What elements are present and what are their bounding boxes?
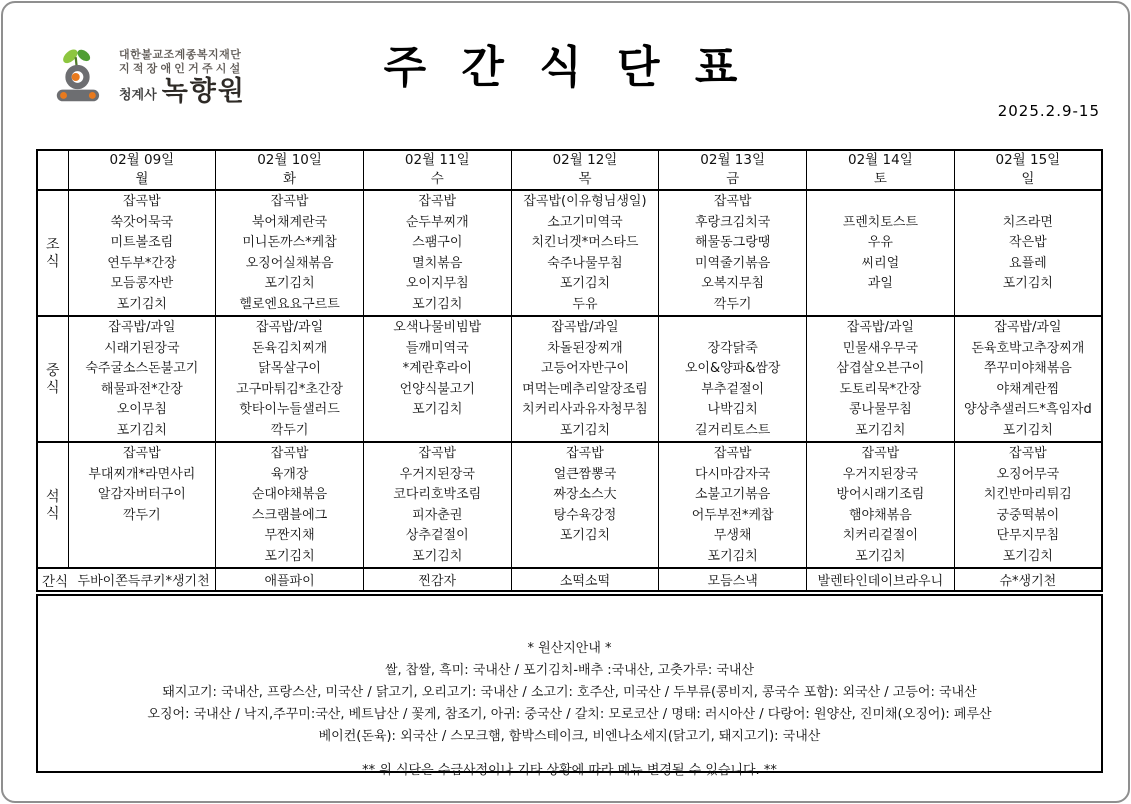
- origin-line: 돼지고기: 국내산, 프랑스산, 미국산 / 닭고기, 오리고기: 국내산 / 소고기: 호주산, 미국산 / 두부류(콩비지, 콩국수 포함): 외국산 / 고등어: 국내산: [162, 685, 977, 700]
- meal-label: [37, 442, 68, 568]
- menu-item: 씨리얼: [861, 255, 900, 271]
- menu-item: 우거지된장국: [399, 466, 475, 482]
- menu-item: [659, 318, 806, 339]
- menu-item: 멸치볶음: [412, 255, 463, 271]
- meal-label: [37, 316, 68, 442]
- day-of-week: 토: [873, 171, 887, 187]
- menu-item: 오복지무침: [701, 276, 765, 291]
- menu-item: [512, 547, 659, 568]
- menu-item: 단무지무침: [996, 528, 1060, 543]
- origin-info-box: [36, 594, 1103, 778]
- page-title: 주 간 식 단 표: [383, 42, 748, 93]
- meal-label: [37, 190, 68, 316]
- day-header: [511, 150, 659, 190]
- menu-item: 무짠지채: [264, 528, 315, 543]
- snack-first-wrap: [38, 570, 215, 590]
- meal-cell: [216, 316, 364, 442]
- menu-item: [69, 526, 216, 547]
- menu-item: [69, 547, 216, 568]
- menu-item: 깍두기: [713, 296, 752, 312]
- menu-item: 잡곡밥(이유형님생일): [523, 194, 647, 209]
- menu-item: 잡곡밥: [861, 446, 900, 461]
- day-of-week: 수: [430, 171, 444, 187]
- menu-item: 스팸구이: [412, 235, 463, 250]
- day-of-week: 일: [1021, 171, 1035, 187]
- menu-item: 도토리묵*간장: [839, 381, 922, 397]
- menu-item: 양상추샐러드*흑임자d: [963, 402, 1092, 417]
- menu-item: [364, 421, 511, 442]
- menu-item: [955, 192, 1101, 213]
- menu-item: 쑥갓어묵국: [110, 214, 174, 230]
- day-date: 02월 13일: [700, 152, 766, 168]
- day-date: 02월 14일: [848, 152, 913, 168]
- menu-item: 미트볼조림: [110, 235, 174, 250]
- menu-item: 차돌된장찌개: [547, 340, 623, 356]
- menu-item: 잡곡밥: [1009, 446, 1047, 461]
- meal-cell: [807, 190, 955, 316]
- logo-org-line2: 지적장애인거주시설: [119, 62, 244, 75]
- menu-item: 잡곡밥/과일: [255, 320, 324, 335]
- menu-item: 치킨너겟*머스타드: [531, 235, 639, 250]
- menu-item: 숙주굴소스돈불고기: [85, 361, 199, 376]
- day-header: [68, 150, 216, 190]
- menu-item: 해물파전*간장: [100, 381, 183, 397]
- day-of-week: 화: [283, 171, 297, 187]
- menu-item: 스크램블에그: [251, 507, 328, 523]
- menu-item: 깍두기: [123, 507, 161, 523]
- day-date: 02월 09일: [109, 152, 175, 168]
- menu-item: 두유: [572, 296, 598, 312]
- menu-item: 무생채: [713, 528, 752, 543]
- menu-item: 야채계란찜: [996, 381, 1060, 397]
- day-header: [659, 150, 807, 190]
- meal-cell: [954, 442, 1102, 568]
- menu-item: 포기김치: [412, 548, 463, 564]
- menu-item: 포기김치: [855, 548, 906, 564]
- menu-item: 오이무침: [116, 402, 167, 417]
- menu-item: 북어채계란국: [251, 214, 328, 230]
- meal-row: [37, 316, 1102, 442]
- menu-item: 언양식불고기: [399, 381, 475, 397]
- meal-cell: [363, 442, 511, 568]
- menu-item: 잡곡밥/과일: [551, 320, 619, 335]
- meal-cell: [511, 190, 659, 316]
- table-header-row: [37, 150, 1102, 190]
- menu-item: 연두부*간장: [107, 255, 177, 271]
- menu-item: 나박김치: [707, 402, 758, 417]
- logo-temple-name: 청계사: [119, 88, 157, 103]
- menu-item: 잡곡밥: [123, 194, 161, 209]
- menu-item: 깍두기: [270, 422, 309, 438]
- menu-item: 순대야채볶음: [251, 487, 328, 502]
- meal-label-char: 중: [45, 362, 60, 379]
- meal-cell: [807, 442, 955, 568]
- menu-change-notice: ** 위 식단은 수급사정이나 기타 상황에 따라 메뉴 변경될 수 있습니다. **: [362, 763, 777, 778]
- menu-item: 미역줄기볶음: [694, 255, 771, 271]
- menu-item: 잡곡밥: [713, 194, 752, 209]
- meal-label-char: 조: [45, 236, 60, 253]
- menu-item: 포기김치: [559, 276, 611, 291]
- meal-label-char: 식: [45, 505, 60, 522]
- menu-item: [807, 295, 954, 316]
- menu-item: 우거지된장국: [842, 466, 919, 482]
- menu-item: 찐감자: [363, 568, 511, 591]
- meal-label-char: 석: [45, 488, 60, 505]
- date-range: 2025.2.9-15: [997, 102, 1100, 120]
- menu-item: 치즈라면: [1002, 214, 1053, 230]
- menu-item: 상추겉절이: [405, 528, 469, 543]
- menu-item: 잡곡밥/과일: [994, 320, 1062, 335]
- origin-lines: [38, 660, 1101, 748]
- menu-item: *계란후라이: [402, 361, 472, 376]
- menu-item: 우유: [867, 235, 893, 250]
- menu-item: 포기김치: [1002, 276, 1053, 291]
- menu-item: 잡곡밥: [270, 194, 309, 209]
- menu-item: 소고기미역국: [547, 214, 623, 230]
- menu-item: 고구마튀김*초간장: [236, 381, 344, 397]
- meal-cell: [363, 316, 511, 442]
- meal-cell: [511, 442, 659, 568]
- snack-label: 간식: [41, 573, 69, 590]
- menu-item: 포기김치: [1002, 548, 1053, 564]
- menu-item: 잡곡밥: [713, 446, 752, 461]
- menu-item: 잡곡밥: [418, 446, 457, 461]
- menu-item: 장각닭죽: [707, 340, 758, 356]
- day-of-week: 월: [135, 171, 149, 187]
- menu-item: 모듬스낵: [659, 568, 807, 591]
- meal-cell: [216, 190, 364, 316]
- menu-item: 궁중떡볶이: [996, 507, 1060, 523]
- menu-item: 포기김치: [264, 276, 315, 291]
- day-header: [954, 150, 1102, 190]
- day-of-week: 금: [726, 171, 740, 187]
- day-date: 02월 10일: [257, 152, 322, 168]
- menu-item: 코다리호박조림: [393, 487, 482, 502]
- meal-cell: [68, 316, 216, 442]
- meal-row: [37, 190, 1102, 316]
- menu-item: 오징어실채볶음: [245, 255, 334, 271]
- day-of-week: 목: [578, 171, 592, 187]
- day-header: [807, 150, 955, 190]
- day-date: 02월 11일: [404, 152, 470, 168]
- menu-item: 작은밥: [1009, 235, 1047, 250]
- meal-cell: [68, 442, 216, 568]
- menu-item: 포기김치: [412, 296, 463, 312]
- menu-item: 소불고기볶음: [694, 487, 771, 502]
- menu-item: 요플레: [1009, 255, 1047, 271]
- menu-table-body: [37, 190, 1102, 591]
- origin-line: 쌀, 찹쌀, 흑미: 국내산 / 포기김치-배추 :국내산, 고춧가루: 국내산: [384, 663, 755, 678]
- meal-cell: [363, 190, 511, 316]
- menu-item: 민물새우무국: [842, 340, 919, 356]
- menu-item: 돈육김치찌개: [251, 340, 328, 356]
- menu-item: 육개장: [270, 466, 309, 482]
- menu-item: 방어시래기조림: [836, 487, 925, 502]
- menu-item: 모듬콩자반: [110, 276, 174, 291]
- menu-item: 포기김치: [412, 402, 463, 417]
- menu-item: 콩나물무침: [848, 402, 912, 417]
- menu-item: [807, 192, 954, 213]
- weekly-menu-table: [36, 149, 1103, 592]
- meal-cell: [511, 316, 659, 442]
- menu-item: 슈*생기천: [954, 568, 1102, 591]
- day-header: [363, 150, 511, 190]
- menu-item: 소떡소떡: [511, 568, 659, 591]
- menu-item: 오이지무침: [405, 276, 469, 291]
- menu-item: 발렌타인데이브라우니: [807, 568, 955, 591]
- meal-cell: [954, 190, 1102, 316]
- menu-item: 치킨반마리튀김: [983, 487, 1072, 502]
- logo-facility-name: 녹향원: [161, 76, 246, 107]
- menu-item: 햄야채볶음: [848, 507, 912, 523]
- menu-item: 다시마감자국: [694, 466, 771, 482]
- meal-cell: [659, 316, 807, 442]
- menu-item: 잡곡밥/과일: [108, 320, 176, 335]
- menu-item: 포기김치: [855, 422, 906, 438]
- menu-item: 짜장소스大: [553, 487, 617, 502]
- menu-item: 포기김치: [1002, 422, 1053, 438]
- menu-table-head: [37, 150, 1102, 190]
- menu-item: 들깨미역국: [405, 340, 469, 356]
- meal-cell: [659, 190, 807, 316]
- menu-item: 두바이쫀득쿠키*생기천: [77, 574, 210, 589]
- menu-item: 포기김치: [264, 548, 315, 564]
- meal-cell: [807, 316, 955, 442]
- menu-item: 얼큰짬뽕국: [553, 466, 617, 482]
- snack-row: [37, 568, 1102, 591]
- menu-item: 잡곡밥: [270, 446, 309, 461]
- meal-label-char: 식: [45, 253, 60, 270]
- menu-item: 돈육호박고추장찌개: [971, 340, 1085, 356]
- origin-line: 베이컨(돈육): 외국산 / 스모크햄, 함박스테이크, 비엔나소세지(닭고기, 돼지고기): 국내산: [318, 729, 821, 744]
- menu-item: 오색나물비빔밥: [393, 320, 482, 335]
- menu-item: 핫타이누들샐러드: [239, 402, 340, 417]
- menu-item: 시래기된장국: [104, 340, 180, 356]
- origin-title: * 원산지안내 *: [527, 641, 612, 656]
- menu-item: 포기김치: [116, 296, 167, 312]
- menu-item: 피자춘권: [412, 507, 463, 523]
- menu-item: 과일: [867, 276, 893, 291]
- menu-item: 포기김치: [559, 528, 611, 543]
- menu-item: 후랑크김치국: [694, 214, 771, 230]
- snack-first-cell: [37, 568, 216, 591]
- day-date: 02월 12일: [552, 152, 618, 168]
- menu-item: 치커리사과유자청무침: [522, 402, 648, 417]
- meal-cell: [659, 442, 807, 568]
- menu-item: 미니돈까스*케찹: [242, 235, 337, 250]
- menu-item: 쭈꾸미야채볶음: [983, 361, 1072, 376]
- menu-item: 탕수육강정: [553, 507, 617, 523]
- origin-line: 오징어: 국내산 / 낙지,주꾸미:국산, 베트남산 / 꽃게, 참조기, 아귀: 중국산 / 갈치: 모로코산 / 명태: 러시아산 / 다랑어: 원양산, 진미채(오징어): 페루산: [147, 707, 992, 722]
- menu-item: 잡곡밥: [123, 446, 161, 461]
- meal-label-char: 식: [45, 379, 60, 396]
- menu-item: 오이&양파&쌈장: [684, 361, 781, 376]
- menu-item: 삼겹살오븐구이: [836, 361, 925, 376]
- meal-cell: [68, 190, 216, 316]
- menu-item: 길거리토스트: [694, 422, 771, 438]
- menu-item: 숙주나물무침: [547, 255, 623, 271]
- menu-item: 헬로엔요요구르트: [239, 296, 340, 312]
- menu-item: 순두부찌개: [405, 214, 469, 230]
- corner-cell: [37, 150, 68, 190]
- menu-item: 잡곡밥: [418, 194, 457, 209]
- menu-item: 며먹는메추리알장조림: [522, 381, 648, 397]
- menu-item: 잡곡밥: [566, 446, 604, 461]
- day-date: 02월 15일: [995, 152, 1061, 168]
- meal-row: [37, 442, 1102, 568]
- menu-item: 고등어자반구이: [541, 361, 629, 376]
- menu-item: 부추겉절이: [701, 381, 765, 397]
- menu-item: 프렌치토스트: [842, 214, 919, 230]
- menu-item: 잡곡밥/과일: [846, 320, 914, 335]
- menu-item: 닭목살구이: [258, 361, 321, 376]
- menu-sheet: [1, 1, 1130, 803]
- logo-org-line1: 대한불교조계종복지재단: [119, 48, 242, 61]
- menu-item: 포기김치: [707, 548, 758, 564]
- menu-item: 애플파이: [216, 568, 364, 591]
- meal-cell: [216, 442, 364, 568]
- menu-item: 해물동그랑땡: [694, 235, 771, 250]
- meal-cell: [954, 316, 1102, 442]
- menu-item: 어두부전*케찹: [691, 507, 774, 523]
- menu-item: [955, 295, 1101, 316]
- menu-item: 포기김치: [116, 422, 167, 438]
- menu-item: 치커리겉절이: [842, 528, 919, 543]
- menu-item: 알감자버터구이: [97, 487, 186, 502]
- menu-item: 오징어무국: [996, 466, 1060, 482]
- menu-item: 포기김치: [559, 422, 611, 438]
- day-header: [216, 150, 364, 190]
- menu-item: 부대찌개*라면사리: [88, 466, 196, 482]
